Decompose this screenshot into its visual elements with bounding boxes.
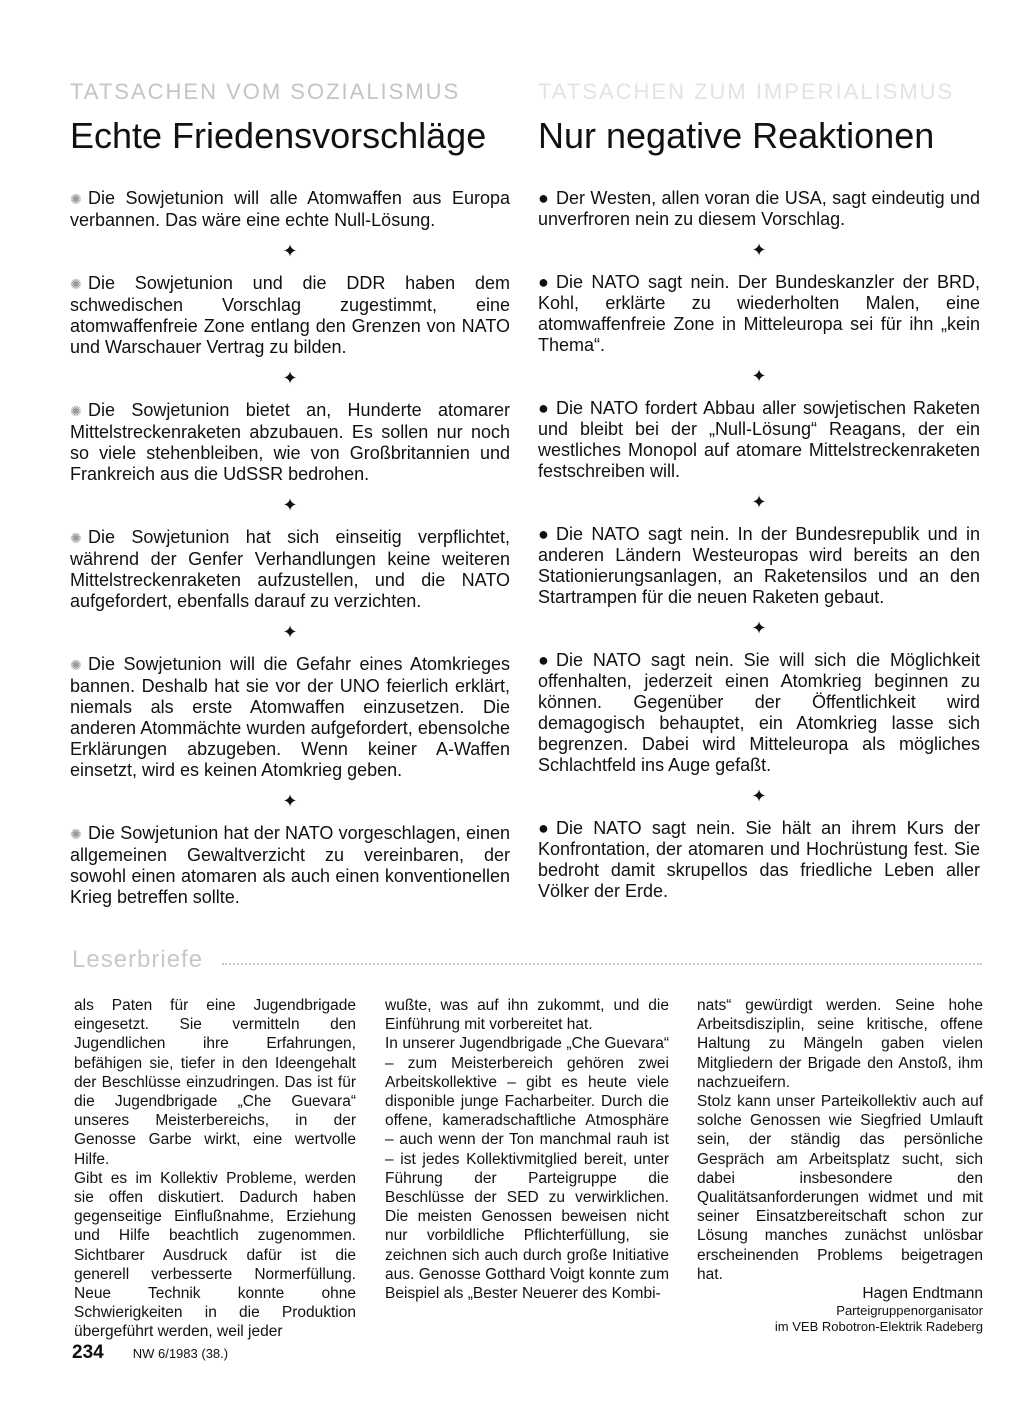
separator-icon: ✦: [282, 791, 298, 811]
left-item: ✺ Die Sowjetunion bietet an, Hunderte atomarer Mittelstreckenraketen abzubauen. Es sollen nur noch so viele stehenbleiben, wie von Großbritannien und Frankreich aus die UdSSR bedrohen.: [70, 400, 510, 484]
left-item: ✺ Die Sowjetunion will die Gefahr eines Atomkrieges bannen. Deshalb hat sie vor der UNO feierlich erklärt, niemals als erste Atomwaffen einzusetzen. Die anderen Atommächte wurden aufgefordert, ebensolche Erklärungen abzugeben. Wenn keiner A-Waffen einsetzt, wird es keinen Atomkrieg geben.: [70, 654, 510, 780]
letter-author: Hagen Endtmann: [862, 1285, 983, 1303]
letter-author-role: Parteigruppenorganisator: [836, 1303, 983, 1319]
right-kicker: TATSACHEN ZUM IMPERIALISMUS: [538, 79, 955, 104]
dot-bullet-icon: ●: [538, 650, 549, 670]
separator-icon: ✦: [282, 495, 298, 515]
issue-label: NW 6/1983 (38.): [132, 1346, 229, 1361]
letters-column-2: [385, 996, 669, 1303]
left-items: [70, 188, 510, 908]
left-item: ✺ Die Sowjetunion hat sich einseitig verpflichtet, während der Genfer Verhandlungen keine weiteren Mittelstreckenraketen aufzustellen, und die NATO aufgefordert, ebenfalls darauf zu verzichten.: [70, 527, 510, 611]
right-item: ● Die NATO sagt nein. Der Bundeskanzler der BRD, Kohl, erklärte zu wiederholten Malen, eine atomwaffenfreie Zone in Mitteleuropa sei für ihn „kein Thema“.: [538, 272, 980, 355]
separator-icon: ✦: [282, 241, 298, 261]
right-item: ● Die NATO sagt nein. Sie will sich die Möglichkeit offenhalten, jederzeit einen Atomkrieg beginnen zu können. Gegenüber der Öffentlichkeit wird demagogisch behauptet, ein Atomkrieg lasse sich begrenzen. Dabei wird Mitteleuropa als mögliches Schlachtfeld ins Auge gefaßt.: [538, 650, 980, 775]
right-column: [538, 78, 980, 902]
star-bullet-icon: ✺: [70, 826, 82, 842]
letters-divider: [222, 963, 982, 965]
dot-bullet-icon: ●: [538, 188, 549, 208]
star-bullet-icon: ✺: [70, 276, 82, 292]
page-footer: [72, 1342, 228, 1364]
letter-author-organization: im VEB Robotron-Elektrik Radeberg: [774, 1319, 983, 1335]
right-item: ● Die NATO fordert Abbau aller sowjetischen Raketen und bleibt bei der „Null-Lösung“ Reagans, der ein westliches Monopol auf atomare Mittelstreckenraketen festschreiben will.: [538, 398, 980, 481]
right-items: [538, 188, 980, 902]
page-number: 234: [72, 1342, 104, 1363]
separator-icon: ✦: [282, 368, 298, 388]
separator-icon: ✦: [282, 622, 298, 642]
letters-paragraph: nats“ gewürdigt werden. Seine hohe Arbeitsdisziplin, seine kritische, offene Haltung zu Mängeln gaben vielen Mitgliedern der Brigade den Anstoß, ihm nachzueifern.: [697, 997, 983, 1091]
left-item: ✺ Die Sowjetunion will alle Atomwaffen aus Europa verbannen. Das wäre eine echte Null-Lösung.: [70, 188, 510, 230]
letters-paragraph: Stolz kann unser Parteikollektiv auch auf solche Genossen wie Siegfried Umlauft sein, der ständig das persönliche Gespräch am Arbeitsplatz sucht, sich dabei insbesondere den Qualitätsanforderungen widmet und mit seiner Einsatzbereitschaft schon zur Lösung manches zunächst unlösbar erscheinenden Problems beigetragen hat.: [697, 1093, 983, 1283]
right-item: ● Der Westen, allen voran die USA, sagt eindeutig und unverfroren nein zu diesem Vorschlag.: [538, 188, 980, 229]
star-bullet-icon: ✺: [70, 191, 82, 207]
letters-header: [72, 946, 982, 978]
left-headline: Echte Friedensvorschläge: [70, 115, 487, 156]
separator-icon: ✦: [751, 240, 767, 260]
left-item: ✺ Die Sowjetunion und die DDR haben dem schwedischen Vorschlag zugestimmt, eine atomwaffenfreie Zone entlang den Grenzen von NATO und Warschauer Vertrag zu bilden.: [70, 273, 510, 357]
left-item: ✺ Die Sowjetunion hat der NATO vorgeschlagen, einen allgemeinen Gewaltverzicht zu vereinbaren, der sowohl einen atomaren als auch einen konventionellen Krieg betreffen sollte.: [70, 823, 510, 907]
star-bullet-icon: ✺: [70, 530, 82, 546]
letters-paragraph: als Paten für eine Jugendbrigade eingesetzt. Sie vermitteln den Jugendlichen ihre Erfahrungen, befähigen sie, tiefer in den Ideengehalt der Beschlüsse einzudringen. Das ist für die Jugendbrigade „Che Guevara“ unseres Meisterbereichs, in der Genosse Garbe wirkt, eine wertvolle Hilfe.: [74, 997, 356, 1168]
letters-paragraph: In unserer Jugendbrigade „Che Guevara“ – zum Meisterbereich gehören zwei Arbeitskollektive – gibt es heute viele disponible junge Facharbeiter. Durch die offene, kameradschaftliche Atmosphäre – auch wenn der Ton manchmal rauh ist – ist jedes Kollektivmitglied bereit, unter Führung der Parteigruppe die Beschlüsse der SED zu verwirklichen. Die meisten Genossen beweisen nicht nur vorbildliche Pflichterfüllung, sie zeichnen sich auch durch große Initiative aus. Genosse Gotthard Voigt konnte zum Beispiel als „Bester Neuerer des Kombi-: [385, 1035, 669, 1303]
right-headline: Nur negative Reaktionen: [538, 115, 935, 156]
right-item: ● Die NATO sagt nein. Sie hält an ihrem Kurs der Konfrontation, der atomaren und Hochrüstung fest. Sie bedroht damit skrupellos das friedliche Leben aller Völker der Erde.: [538, 818, 980, 901]
separator-icon: ✦: [751, 786, 767, 806]
left-column: [70, 78, 510, 908]
letters-column-1: [74, 996, 356, 1342]
separator-icon: ✦: [751, 492, 767, 512]
letters-paragraph: wußte, was auf ihn zukommt, und die Einführung mit vorbereitet hat.: [385, 997, 669, 1034]
dot-bullet-icon: ●: [538, 272, 549, 292]
left-kicker: TATSACHEN VOM SOZIALISMUS: [70, 79, 461, 104]
dot-bullet-icon: ●: [538, 818, 549, 838]
right-item: ● Die NATO sagt nein. In der Bundesrepublik und in anderen Ländern Westeuropas wird bereits an den Stationierungsanlagen, an Raketensilos und an den Startrampen für die neuen Raketen gebaut.: [538, 524, 980, 607]
letters-paragraph: Gibt es im Kollektiv Probleme, werden sie offen diskutiert. Dadurch haben gegenseitige Einflußnahme, Erziehung und Hilfe beachtlich zugenommen. Sichtbarer Ausdruck dafür ist die generell verbesserte Normerfüllung. Neue Technik konnte ohne Schwierigkeiten in die Produktion übergeführt werden, weil jeder: [74, 1169, 356, 1341]
dot-bullet-icon: ●: [538, 524, 549, 544]
separator-icon: ✦: [751, 366, 767, 386]
separator-icon: ✦: [751, 618, 767, 638]
letters-column-3: [697, 996, 983, 1335]
dot-bullet-icon: ●: [538, 398, 549, 418]
star-bullet-icon: ✺: [70, 403, 82, 419]
star-bullet-icon: ✺: [70, 657, 82, 673]
letters-title: Leserbriefe: [72, 946, 204, 973]
